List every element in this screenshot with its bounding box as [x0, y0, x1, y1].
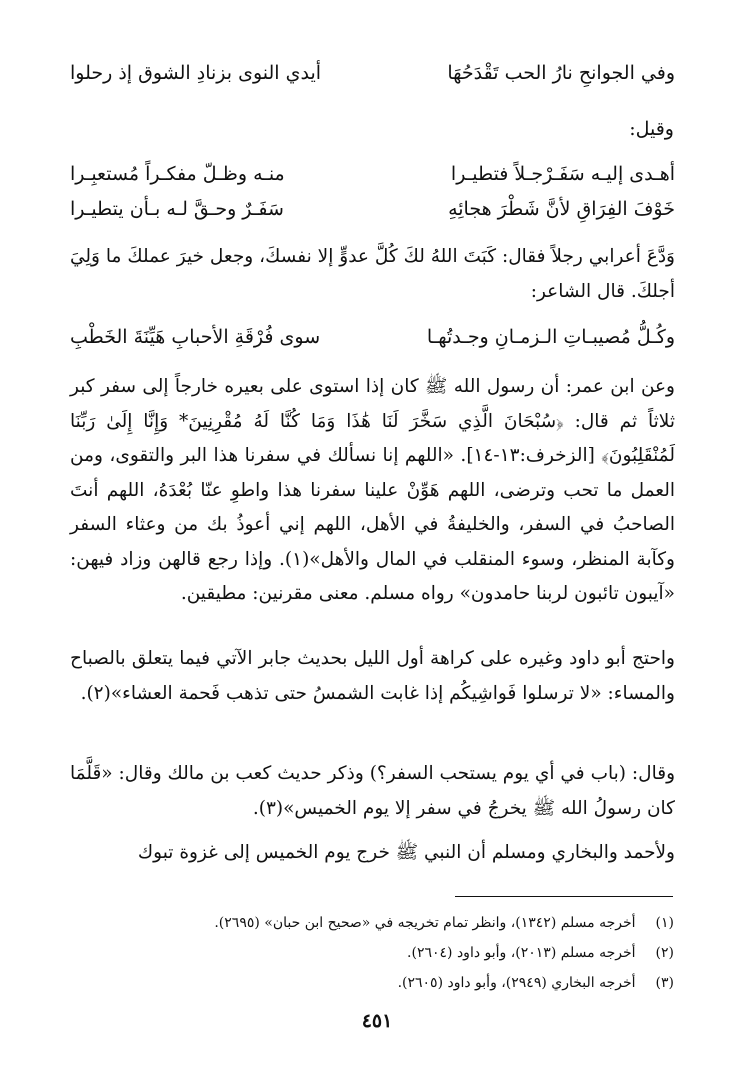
- footnote-number: (١): [655, 915, 674, 931]
- paragraph: واحتج أبو داود وغيره على كراهة أول الليل بحديث جابر الآتي فيما يتعلق بالصباح والمساء: «لا ترسلوا فَواشِيكُم إذا غابت الشمسُ حتى تذهب فَحمة العشاء»(٢).: [70, 648, 675, 704]
- footnote-number: (٣): [655, 975, 674, 991]
- verse-first-hemistich: وكُـلُّ مُصيبـاتِ الـزمـانِ وجـدتُهـا: [426, 326, 675, 348]
- verse-second-hemistich: سوى فُرْقَةِ الأحبابِ هَيِّنَةَ الخَطْبِ: [70, 326, 321, 348]
- footnote-text: أخرجه مسلم (١٣٤٢)، وانظر تمام تخريجه في «صحيح ابن حبان» (٢٦٩٥).: [214, 915, 636, 931]
- poem-verse: [70, 157, 675, 191]
- footnote: [74, 940, 674, 966]
- paragraph: ولأحمد والبخاري ومسلم أن النبي ﷺ خرج يوم الخميس إلى غزوة تبوك: [137, 842, 675, 863]
- intro-line: وقيل:: [629, 118, 674, 140]
- verse-second-hemistich: أيدي النوى بزنادِ الشوق إذ رحلوا: [70, 62, 322, 84]
- verse-second-hemistich: سَفَـرٌ وحـقَّ لـه بـأن يتطيـرا: [70, 198, 284, 220]
- poem-verse: [70, 56, 675, 90]
- verse-first-hemistich: وفي الجوانحِ نارُ الحب تَقْدَحُهَا: [447, 62, 675, 84]
- verse-first-hemistich: خَوْفَ الفِرَاقِ لأنَّ شَطْرَ هجائِهِ: [448, 198, 675, 220]
- footnote-text: أخرجه البخاري (٢٩٤٩)، وأبو داود (٢٦٠٥).: [397, 975, 636, 991]
- verse-second-hemistich: منـه وظـلّ مفكـراً مُستعبِـرا: [70, 163, 285, 185]
- footnote: [74, 910, 674, 936]
- page-number: ٤٥١: [361, 1010, 393, 1032]
- footnote-number: (٢): [655, 945, 674, 961]
- footnote-text: أخرجه مسلم (٢٠١٣)، وأبو داود (٢٦٠٤).: [407, 945, 636, 961]
- poem-verse: [70, 320, 675, 354]
- verse-first-hemistich: أهـدى إليـه سَفَـرْجـلاً فتطيـرا: [450, 163, 675, 185]
- paragraph: وَدَّعَ أعرابي رجلاً فقال: كَبَتَ اللهُ لكَ كُلَّ عدوٍّ إلا نفسكَ، وجعل خيرَ عملكَ ما وَلِيَ أجلكَ. قال الشاعر:: [70, 246, 675, 302]
- paragraph: وعن ابن عمر: أن رسول الله ﷺ كان إذا استوى على بعيره خارجاً إلى سفر كبر ثلاثاً ثم قال: ﴿سُبْحَانَ الَّذِي سَخَّرَ لَنَا هَٰذَا وَمَا كُنَّا لَهُ مُقْرِنِينَ* وَإِنَّا إِلَىٰ رَبِّنَا لَمُنْقَلِبُونَ﴾ [الزخرف:١٣-١٤]. «اللهم إنا نسألك في سفرنا هذا البر والتقوى، ومن العمل ما تحب وترضى، اللهم هَوِّنْ علينا سفرنا هذا واطوِ عنّا بُعْدَهُ، اللهم أنتَ الصاحبُ في السفر، والخليفةُ في الأهل، اللهم إني أعوذُ بك من وعثاء السفر وكآبة المنظر، وسوء المنقلب في المال والأهل»(١). وإذا رجع قالهن وزاد فيهن: «آيبون تائبون لربنا حامدون» رواه مسلم. معنى مقرنين: مطيقين.: [70, 376, 675, 604]
- footnote-divider: [455, 896, 673, 897]
- poem-verse: [70, 192, 675, 226]
- footnote: [74, 970, 674, 996]
- paragraph: وقال: (باب في أي يوم يستحب السفر؟) وذكر حديث كعب بن مالك وقال: «قَلَّمَا كان رسولُ الله ﷺ يخرجُ في سفر إلا يوم الخميس»(٣).: [70, 763, 675, 819]
